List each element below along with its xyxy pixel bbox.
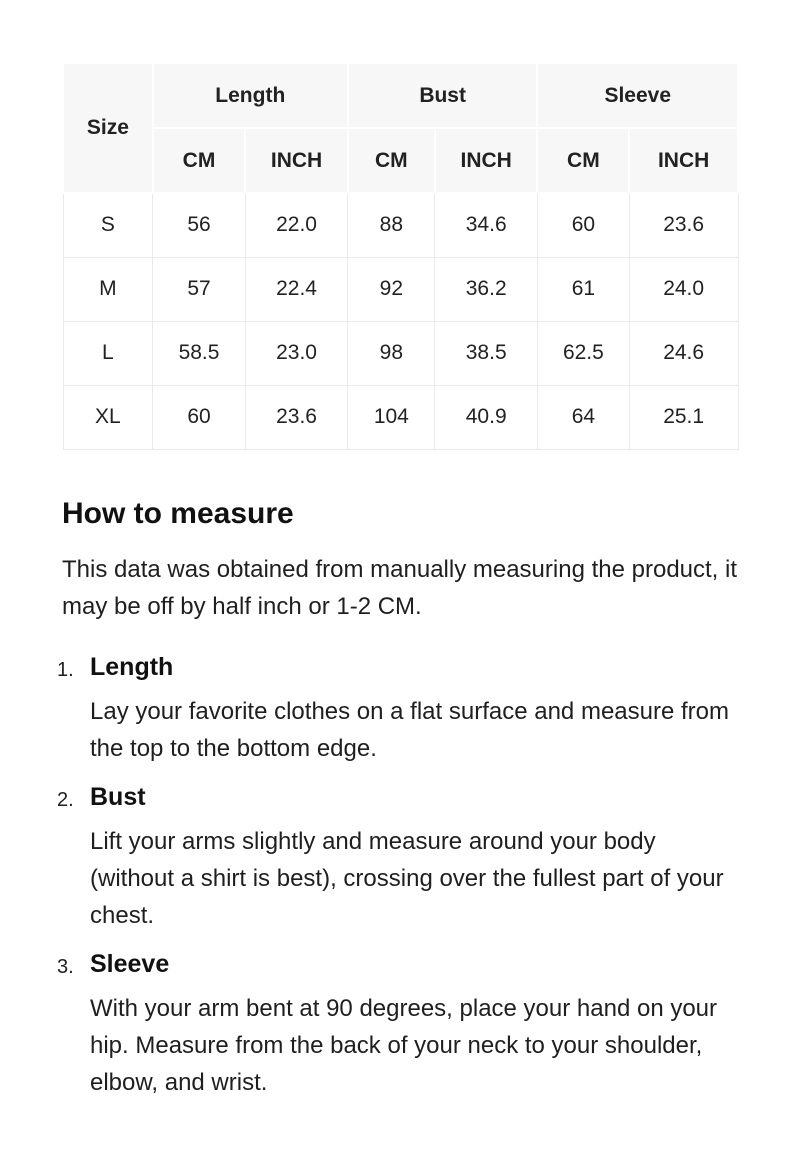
value-cell: 40.9 (435, 385, 538, 449)
step-description: With your arm bent at 90 degrees, place your hand on your hip. Measure from the back of your neck to your shoulder, elbow, and wrist. (90, 994, 718, 1096)
step-description: Lay your favorite clothes on a flat surface and measure from the top to the bottom edge. (90, 697, 729, 762)
value-cell: 64 (537, 385, 629, 449)
step-term: Bust (90, 782, 146, 811)
step-number: 3. (57, 955, 74, 978)
unit-header-length-inch: INCH (245, 128, 348, 193)
value-cell: 92 (348, 257, 435, 321)
value-cell: 23.0 (245, 321, 348, 385)
value-cell: 98 (348, 321, 435, 385)
step-content (90, 651, 735, 767)
step-number: 1. (57, 658, 74, 681)
column-header-bust: Bust (348, 63, 538, 128)
step-sleeve (57, 948, 739, 1101)
unit-header-sleeve-inch: INCH (629, 128, 738, 193)
step-length (57, 651, 739, 767)
column-header-length: Length (153, 63, 348, 128)
value-cell: 58.5 (153, 321, 245, 385)
header-row-units (63, 128, 738, 193)
size-cell: XL (63, 385, 153, 449)
size-chart-body (63, 193, 738, 449)
unit-header-bust-inch: INCH (435, 128, 538, 193)
size-cell: S (63, 193, 153, 257)
column-header-size: Size (63, 63, 153, 193)
value-cell: 60 (537, 193, 629, 257)
step-term: Length (90, 652, 174, 681)
value-cell: 22.0 (245, 193, 348, 257)
column-header-sleeve: Sleeve (537, 63, 738, 128)
step-bust (57, 781, 739, 934)
value-cell: 60 (153, 385, 245, 449)
step-term: Sleeve (90, 949, 170, 978)
step-number: 2. (57, 788, 74, 811)
value-cell: 88 (348, 193, 435, 257)
value-cell: 56 (153, 193, 245, 257)
table-row-l (63, 321, 738, 385)
unit-header-sleeve-cm: CM (537, 128, 629, 193)
value-cell: 23.6 (245, 385, 348, 449)
section-title: How to measure (62, 496, 294, 530)
unit-header-length-cm: CM (153, 128, 245, 193)
measure-steps (57, 651, 739, 1101)
size-chart-table (62, 62, 739, 450)
size-chart-header (63, 63, 738, 193)
step-content (90, 948, 735, 1101)
value-cell: 36.2 (435, 257, 538, 321)
size-cell: M (63, 257, 153, 321)
table-row-m (63, 257, 738, 321)
value-cell: 34.6 (435, 193, 538, 257)
header-row-groups (63, 63, 738, 128)
value-cell: 24.6 (629, 321, 738, 385)
intro-paragraph: This data was obtained from manually measuring the product, it may be off by half inch or 1-2 CM. (62, 555, 738, 620)
value-cell: 25.1 (629, 385, 738, 449)
table-row-s (63, 193, 738, 257)
size-cell: L (63, 321, 153, 385)
step-description: Lift your arms slightly and measure around your body (without a shirt is best), crossing over the fullest part of your chest. (90, 827, 724, 929)
value-cell: 38.5 (435, 321, 538, 385)
table-row-xl (63, 385, 738, 449)
value-cell: 61 (537, 257, 629, 321)
value-cell: 23.6 (629, 193, 738, 257)
step-content (90, 781, 735, 934)
value-cell: 104 (348, 385, 435, 449)
value-cell: 22.4 (245, 257, 348, 321)
unit-header-bust-cm: CM (348, 128, 435, 193)
value-cell: 24.0 (629, 257, 738, 321)
value-cell: 57 (153, 257, 245, 321)
value-cell: 62.5 (537, 321, 629, 385)
